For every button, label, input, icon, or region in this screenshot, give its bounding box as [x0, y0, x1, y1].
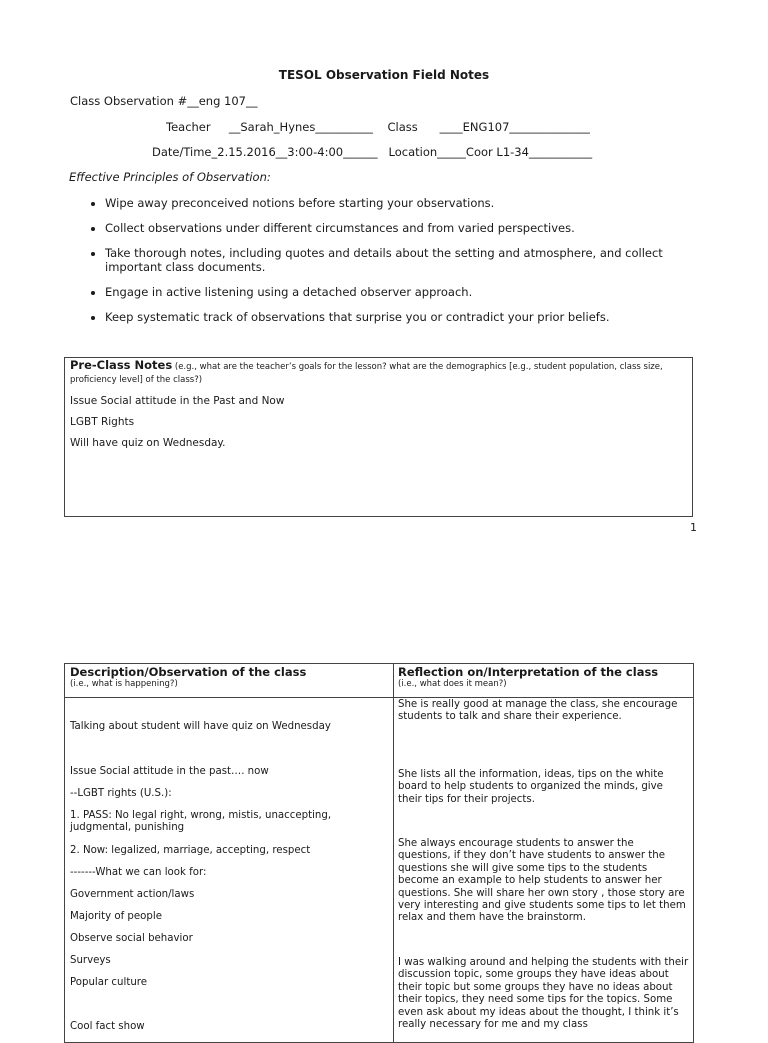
reflection-entry: I was walking around and helping the students with their discussion topic, some groups they have ideas about their topic but some groups they have no ideas about their topics, they need some tips for the topics. Some even ask about my ideas about the thought, I think it’s really necessary for me and my class [398, 957, 689, 1031]
description-entry: Majority of people [70, 911, 162, 922]
description-entry: -------What we can look for: [70, 867, 207, 878]
preclass-note: Will have quiz on Wednesday. [70, 437, 226, 449]
page-number: 1 [690, 521, 697, 534]
description-entry: 1. PASS: No legal right, wrong, mistis, unaccepting, judgmental, punishing [70, 810, 332, 834]
description-header [65, 664, 393, 698]
reflection-header-sub: (i.e., what does it mean?) [398, 679, 507, 689]
principle-item: • Wipe away preconceived notions before starting your observations. [105, 196, 705, 210]
description-entry: Popular culture [70, 977, 148, 988]
principle-item: • Collect observations under different circumstances and from varied perspectives. [105, 221, 705, 235]
description-column [65, 664, 394, 1042]
description-entry: --LGBT rights (U.S.): [70, 788, 172, 799]
reflection-column [393, 664, 693, 1042]
reflection-header-title: Reflection on/Interpretation of the class [398, 665, 659, 679]
principle-item: • Engage in active listening using a detached observer approach. [105, 285, 705, 299]
description-entry: Government action/laws [70, 889, 195, 900]
reflection-entry: She always encourage students to answer the questions, if they don’t have students to answer the questions she will give some tips to the students become an example to help students to answer her questions. She will share her own story , those story are very interesting and give students some tips to let them relax and them have the brainstorm. [398, 838, 686, 924]
preclass-subheading: (e.g., what are the teacher’s goals for the lesson? what are the demographics [e.g., student population, class size, proficiency level] of the class?) [70, 362, 663, 385]
datetime-location-line: Date/Time_2.15.2016__3:00-4:00______ Location_____Coor L1-34___________ [152, 145, 593, 159]
reflection-entry: She is really good at manage the class, she encourage students to talk and share their experience. [398, 699, 678, 723]
class-observation-line: Class Observation #__eng 107__ [70, 94, 258, 108]
description-entry: Issue Social attitude in the past…. now [70, 766, 269, 777]
preclass-notes-box [64, 357, 693, 517]
preclass-note: LGBT Rights [70, 416, 135, 428]
description-entry: Talking about student will have quiz on Wednesday [70, 721, 331, 732]
preclass-heading: Pre-Class Notes [70, 358, 173, 372]
principles-heading: Effective Principles of Observation: [69, 170, 271, 184]
principle-item: • Keep systematic track of observations that surprise you or contradict your prior beliefs. [105, 310, 705, 324]
reflection-header [393, 664, 693, 698]
description-header-sub: (i.e., what is happening?) [70, 679, 178, 689]
document-title: TESOL Observation Field Notes [278, 68, 490, 82]
principles-list [85, 196, 705, 335]
description-entry: Cool fact show [70, 1021, 145, 1032]
preclass-heading-row [70, 359, 687, 386]
preclass-note: Issue Social attitude in the Past and Now [70, 395, 285, 407]
description-entry: 2. Now: legalized, marriage, accepting, respect [70, 845, 311, 856]
teacher-class-line: Teacher __Sarah_Hynes__________ Class ____ENG107______________ [166, 120, 590, 134]
description-header-title: Description/Observation of the class [70, 665, 307, 679]
description-entry: Observe social behavior [70, 933, 193, 944]
observation-table [64, 663, 694, 1043]
principle-item: • Take thorough notes, including quotes and details about the setting and atmosphere, and collect important class documents. [105, 246, 705, 274]
description-entry: Surveys [70, 955, 111, 966]
reflection-entry: She lists all the information, ideas, tips on the white board to help students to organized the minds, give their tips for their projects. [398, 769, 664, 805]
